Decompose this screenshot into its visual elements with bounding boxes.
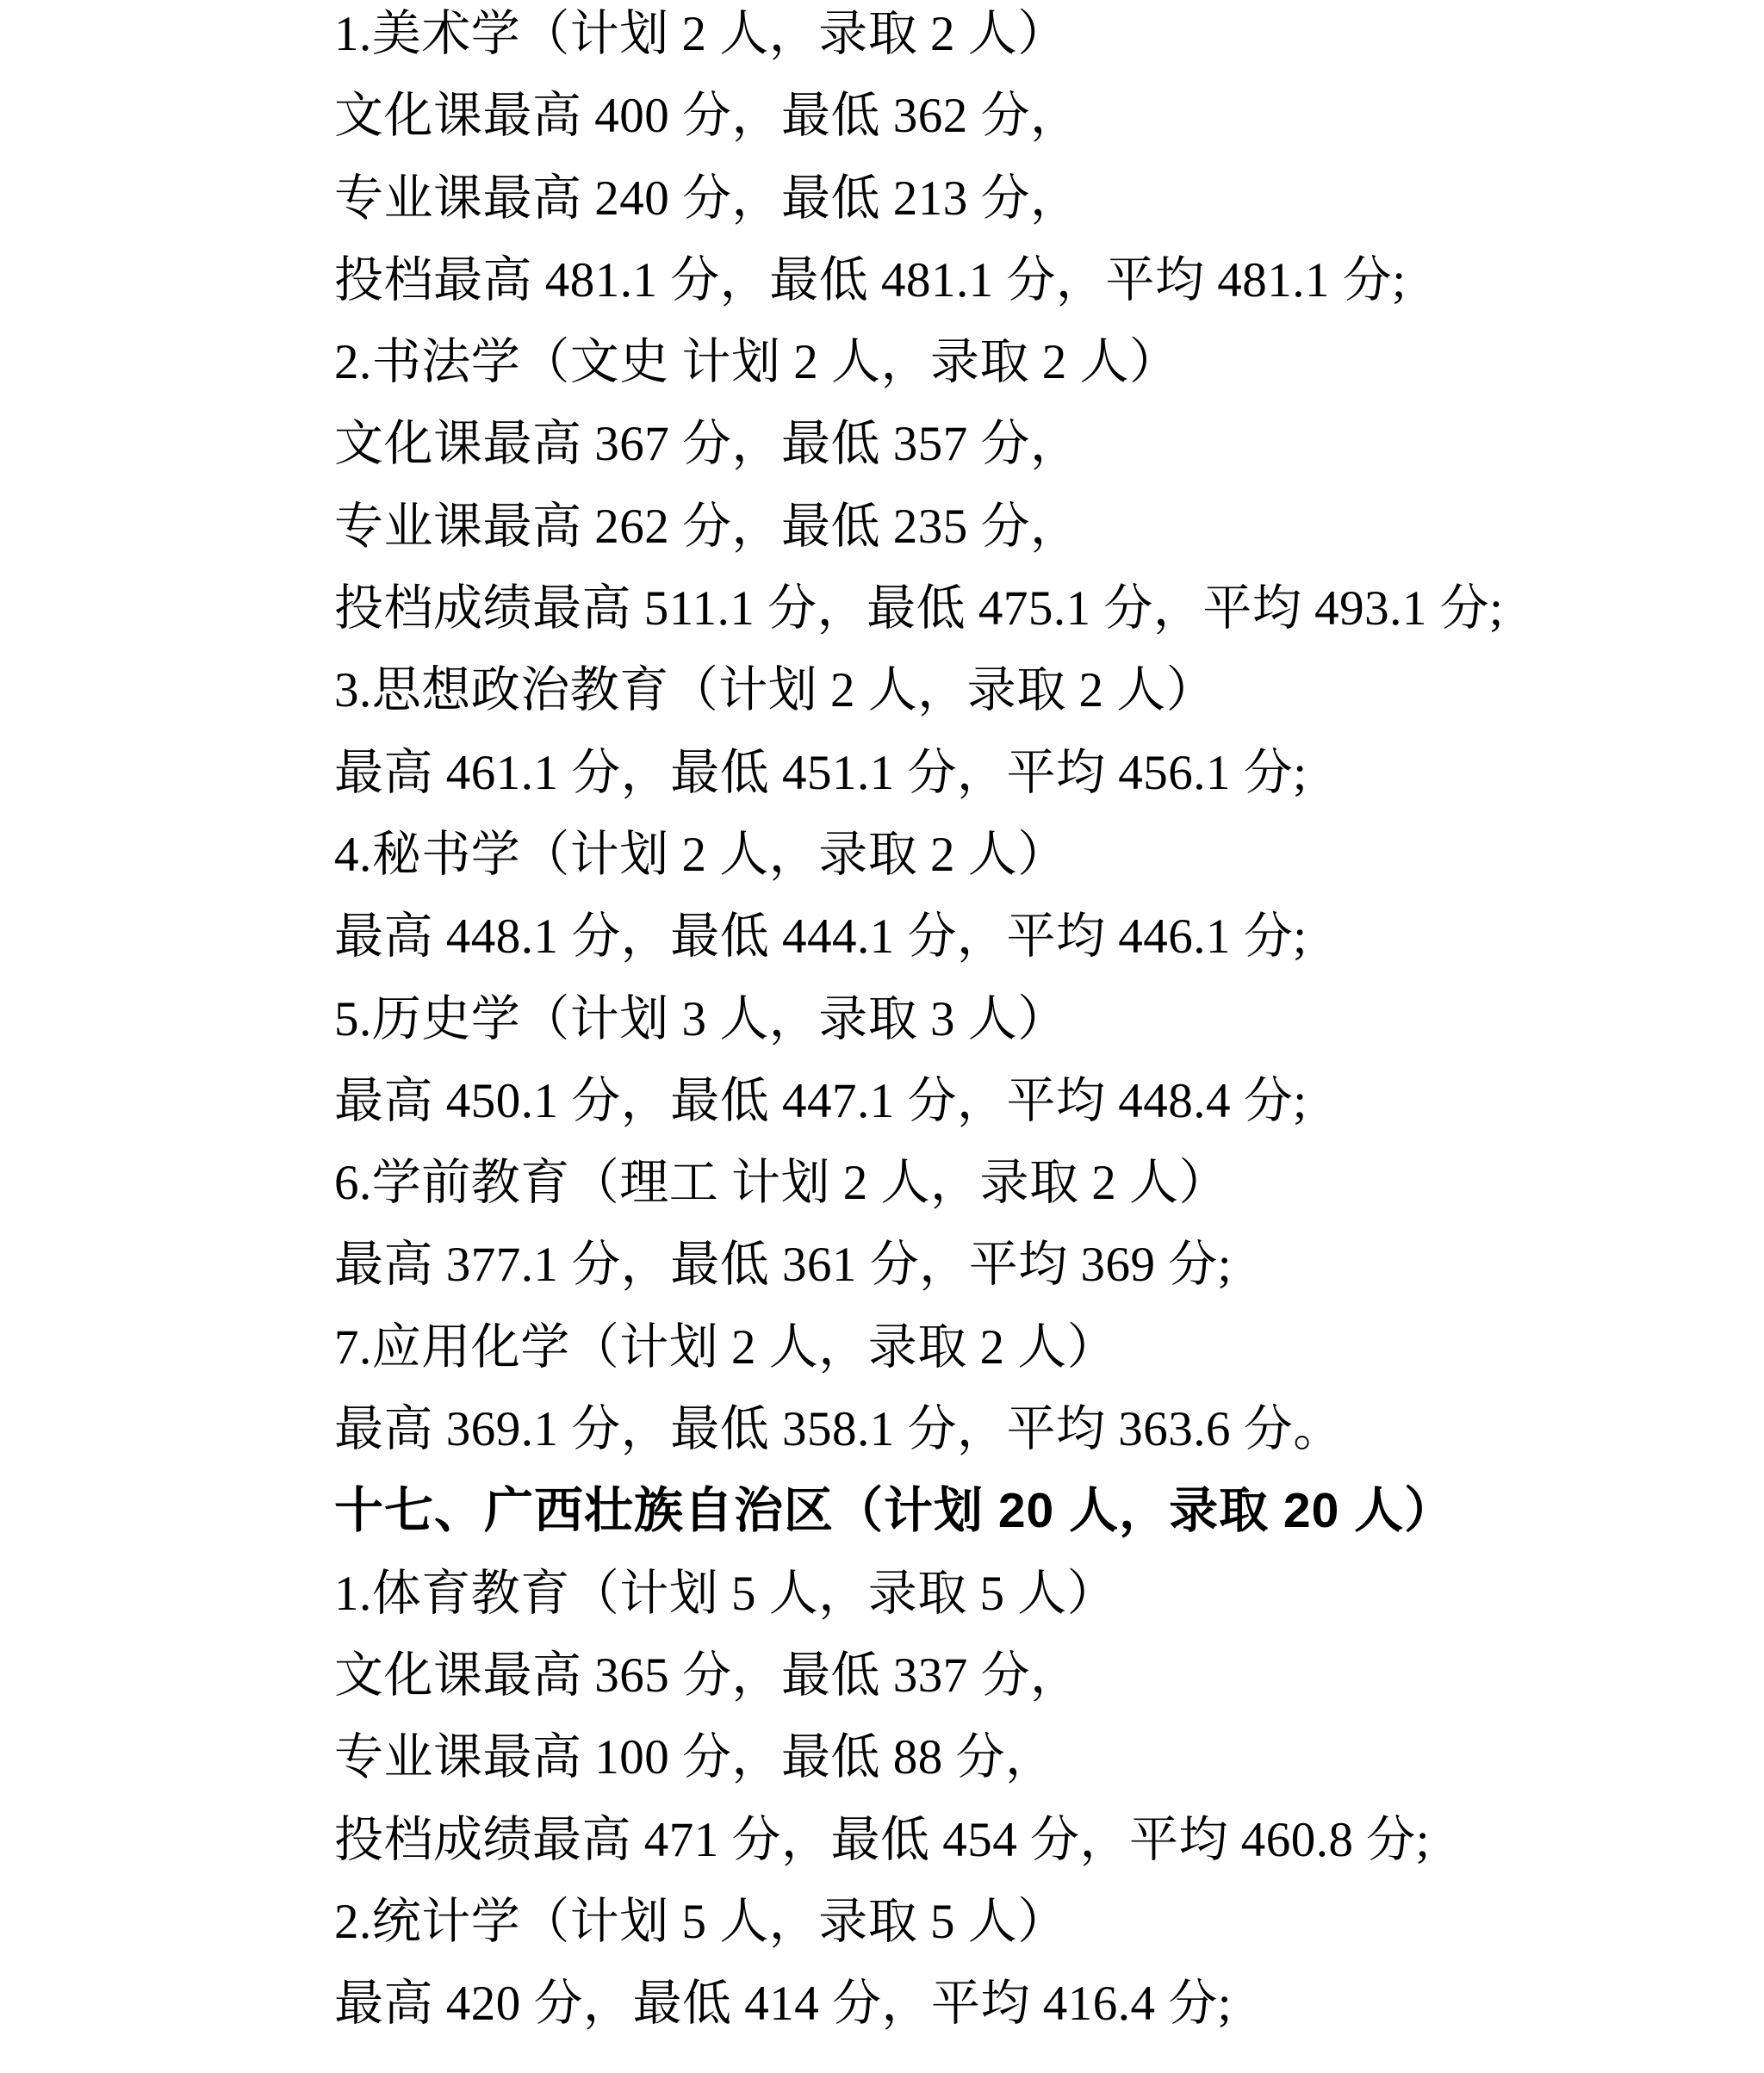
text-line: 5.历史学（计划 3 人，录取 3 人） bbox=[334, 991, 1067, 1046]
text-line: 7.应用化学（计划 2 人，录取 2 人） bbox=[334, 1319, 1117, 1375]
text-line: 投档成绩最高 511.1 分，最低 475.1 分，平均 493.1 分; bbox=[334, 581, 1504, 636]
text-line: 专业课最高 240 分，最低 213 分， bbox=[334, 171, 1080, 226]
text-line: 最高 448.1 分，最低 444.1 分，平均 446.1 分; bbox=[334, 909, 1307, 965]
text-line: 投档成绩最高 471 分，最低 454 分，平均 460.8 分; bbox=[334, 1812, 1431, 1867]
text-line: 4.秘书学（计划 2 人，录取 2 人） bbox=[334, 827, 1067, 882]
text-line: 文化课最高 400 分，最低 362 分， bbox=[334, 89, 1080, 144]
text-line: 最高 461.1 分，最低 451.1 分，平均 456.1 分; bbox=[334, 745, 1307, 800]
text-line: 最高 420 分，最低 414 分，平均 416.4 分; bbox=[334, 1977, 1233, 2032]
text-line: 文化课最高 365 分，最低 337 分， bbox=[334, 1648, 1080, 1703]
text-line: 投档最高 481.1 分，最低 481.1 分，平均 481.1 分; bbox=[334, 252, 1407, 307]
text-line: 专业课最高 262 分，最低 235 分， bbox=[334, 499, 1080, 554]
text-line: 2.统计学（计划 5 人，录取 5 人） bbox=[334, 1894, 1067, 1949]
text-line: 最高 450.1 分，最低 447.1 分，平均 448.4 分; bbox=[334, 1073, 1307, 1128]
text-line: 最高 369.1 分，最低 358.1 分，平均 363.6 分。 bbox=[334, 1402, 1343, 1457]
text-line: 1.体育教育（计划 5 人，录取 5 人） bbox=[334, 1566, 1117, 1621]
text-line: 1.美术学（计划 2 人，录取 2 人） bbox=[334, 7, 1067, 61]
text-line: 最高 377.1 分，最低 361 分，平均 369 分; bbox=[334, 1238, 1233, 1293]
text-line: 专业课最高 100 分，最低 88 分， bbox=[334, 1730, 1055, 1785]
text-line: 2.书法学（文史 计划 2 人，录取 2 人） bbox=[334, 335, 1179, 390]
text-line: 文化课最高 367 分，最低 357 分， bbox=[334, 417, 1080, 472]
text-line: 3.思想政治教育（计划 2 人，录取 2 人） bbox=[334, 663, 1216, 718]
section-heading: 十七、广西壮族自治区（计划 20 人，录取 20 人） bbox=[334, 1483, 1455, 1539]
text-line: 6.学前教育（理工 计划 2 人，录取 2 人） bbox=[334, 1156, 1228, 1211]
